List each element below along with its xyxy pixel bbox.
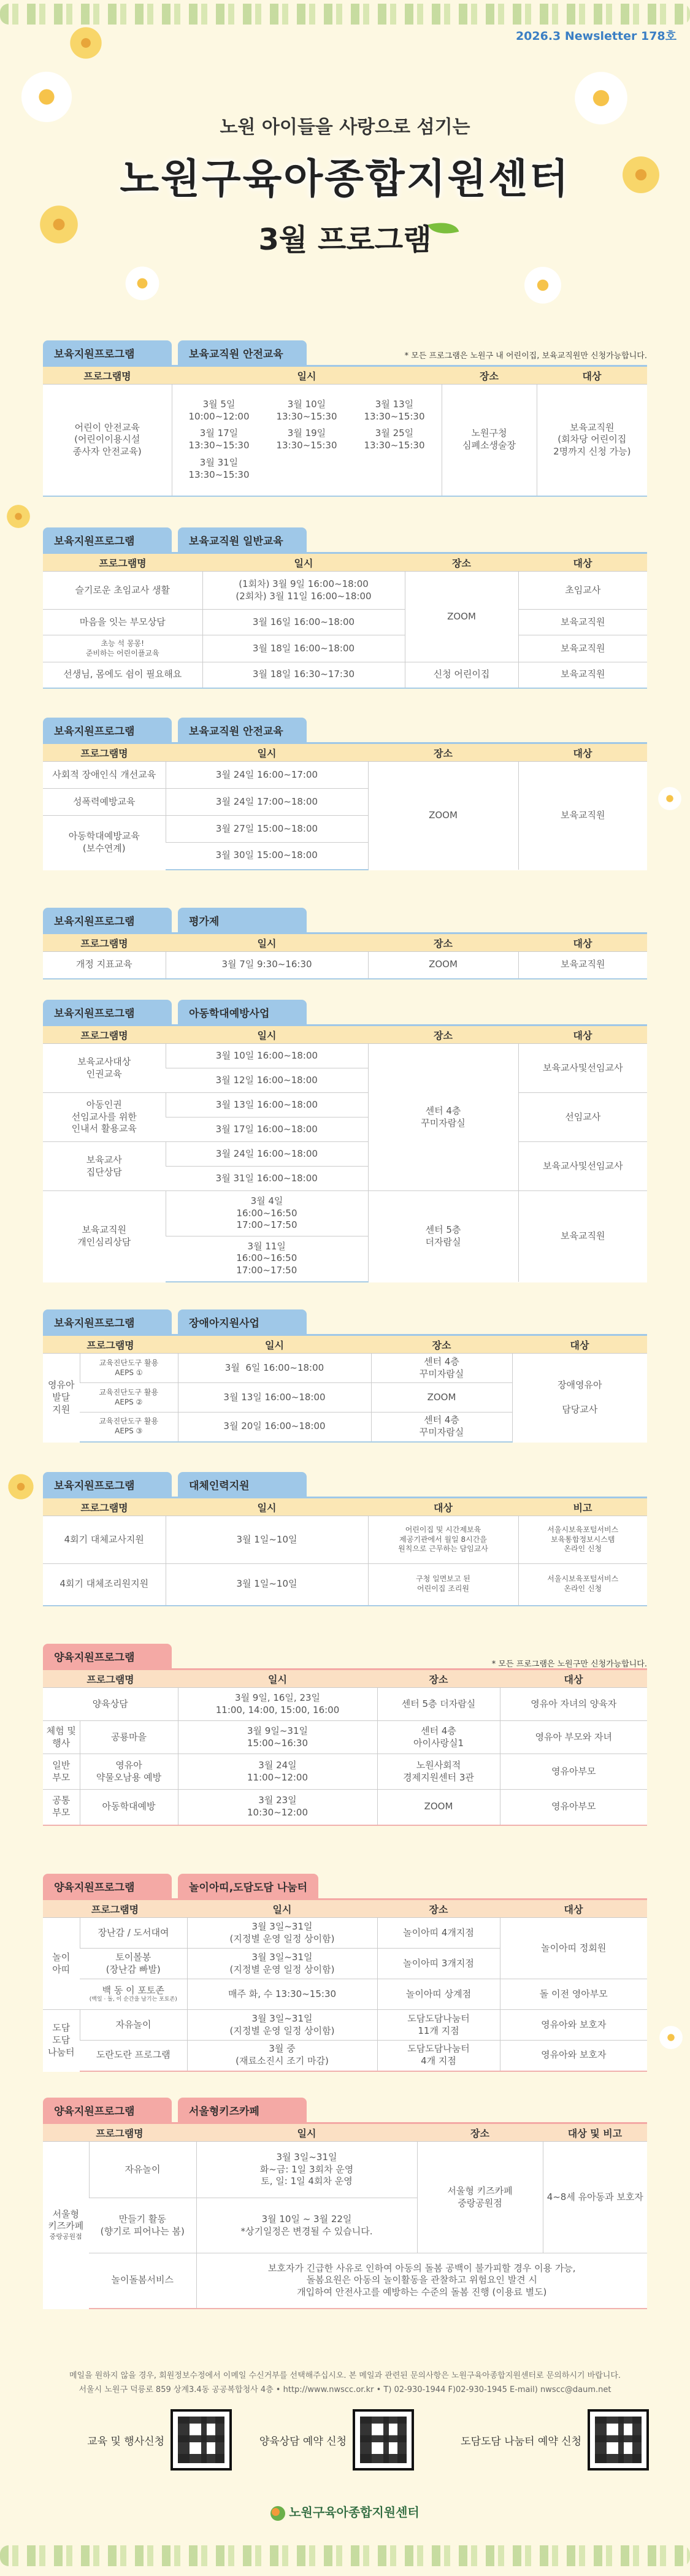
date-cell: 3월 13일 16:00~18:00 bbox=[178, 1383, 371, 1413]
date-cell: 3월 9일~31일 15:00~16:30 bbox=[178, 1721, 377, 1754]
logo-text: 노원구육아종합지원센터 bbox=[289, 2505, 420, 2520]
date-cell: 3월 23일 10:30~12:00 bbox=[178, 1790, 377, 1825]
col-header: 일시 bbox=[178, 1335, 371, 1354]
place-cell: 센터 4층 꾸미자람실 bbox=[371, 1413, 512, 1442]
daisy-decoration bbox=[123, 264, 162, 303]
date-item: 3월 17일 13:30~15:30 bbox=[188, 427, 250, 451]
center-title: 노원구육아종합지원센터 bbox=[120, 155, 570, 202]
date-cell: 3월 3일~31일 (지정별 운영 일정 상이함) bbox=[187, 1918, 377, 1949]
col-header: 프로그램명 bbox=[43, 743, 166, 762]
newsletter-issue: 2026.3 Newsletter 178호 bbox=[515, 29, 677, 43]
section-safety-education bbox=[43, 340, 647, 497]
col-header: 프로그램명 bbox=[43, 366, 172, 385]
leaf-garland-top bbox=[0, 4, 690, 25]
col-header: 프로그램명 bbox=[43, 933, 166, 952]
qr-label: 도담도담 나눔터 예약 신청 bbox=[461, 2435, 581, 2448]
target-cell: 4~8세 유아동과 보호자 bbox=[543, 2142, 647, 2253]
program-name: 개정 지표교육 bbox=[43, 952, 166, 979]
program-name-main: 백 동 이 포토존 bbox=[102, 1984, 164, 1996]
section-note: * 모든 프로그램은 노원구 내 어린이집, 보육교직원만 신청가능합니다. bbox=[404, 351, 647, 361]
target-cell: 보육교직원 bbox=[518, 635, 647, 662]
subcategory-tag: 서울형키즈카페 bbox=[178, 2098, 307, 2122]
subcategory-tag: 보육교직원 일반교육 bbox=[178, 527, 307, 552]
program-name: 초능 석 몽몽! 준비하는 어린이플교육 bbox=[43, 635, 202, 662]
footer-info bbox=[0, 2369, 690, 2398]
program-table bbox=[43, 1497, 647, 1606]
col-header: 장소 bbox=[371, 1335, 512, 1354]
col-header: 프로그램명 bbox=[43, 553, 202, 572]
program-name: 영유아 약물오남용 예방 bbox=[80, 1754, 178, 1790]
col-header: 대상 bbox=[518, 1025, 647, 1044]
date-cell: 3월 27일 15:00~18:00 bbox=[166, 816, 368, 843]
category-tag: 보육지원프로그램 bbox=[43, 1000, 172, 1024]
col-header: 대상 bbox=[512, 1335, 647, 1354]
program-name: 아동학대예방 bbox=[80, 1790, 178, 1825]
program-table bbox=[43, 932, 647, 979]
target-cell: 보육교사및선임교사 bbox=[518, 1044, 647, 1093]
program-table bbox=[43, 1334, 647, 1443]
slogan: 노원 아이들을 사랑으로 섬기는 bbox=[220, 117, 470, 138]
group-label: 체험 및 행사 bbox=[43, 1721, 80, 1754]
qr-label: 교육 및 행사신청 bbox=[87, 2435, 164, 2448]
target-cell: 보육교사및선임교사 bbox=[518, 1142, 647, 1191]
date-cell: 3월 24일 16:00~17:00 bbox=[166, 762, 368, 789]
date-cell: 3월 3일~31일 화~금: 1일 3회차 운영 토, 일: 1일 4회차 운영 bbox=[196, 2142, 417, 2198]
program-name: 보육교직원 개인심리상담 bbox=[43, 1191, 166, 1282]
contact-line: 서울시 노원구 덕릉로 859 상계3.4동 공공복합청사 4층 • http://www.nwscc.or.kr • T) 02-930-1944 F)02-930-1945 E-mail) nwscc@daum.net bbox=[79, 2385, 611, 2395]
place-cell: 센터 4층 아이사랑실1 bbox=[377, 1721, 500, 1754]
subcategory-tag: 아동학대예방사업 bbox=[178, 1000, 307, 1024]
daisy-decoration bbox=[657, 2024, 684, 2051]
date-item: 3월 19일 13:30~15:30 bbox=[276, 427, 337, 451]
program-name: 4회기 대체조리원지원 bbox=[43, 1564, 166, 1606]
target-cell: 영유아와 보호자 bbox=[500, 2041, 647, 2071]
program-name: 아동학대예방교육 (보수연계) bbox=[43, 816, 166, 870]
col-header: 일시 bbox=[166, 1025, 368, 1044]
program-name: 토이볼봉 (장난감 빠발) bbox=[80, 1949, 187, 1979]
category-tag: 보육지원프로그램 bbox=[43, 718, 172, 742]
date-cell: 3월 4일 16:00~16:50 17:00~17:50 bbox=[166, 1191, 368, 1236]
col-header: 일시 bbox=[202, 553, 405, 572]
program-table bbox=[43, 1668, 647, 1826]
program-table bbox=[43, 552, 647, 689]
category-tag: 보육지원프로그램 bbox=[43, 340, 172, 365]
program-table bbox=[43, 1898, 647, 2072]
target-cell: 영유아 부모와 자녀 bbox=[500, 1721, 647, 1754]
program-name: 만들기 활동 (향기로 피어나는 봄) bbox=[89, 2198, 196, 2253]
group-label: 도담 도담 나눔터 bbox=[43, 2010, 80, 2071]
section-general-education bbox=[43, 527, 647, 689]
target-cell: 영유아부모 bbox=[500, 1790, 647, 1825]
program-name: 보육교사대상 인권교육 bbox=[43, 1044, 166, 1093]
category-tag: 양육지원프로그램 bbox=[43, 1874, 172, 1898]
date-cell: 3월 24일 17:00~18:00 bbox=[166, 789, 368, 816]
program-name: 교육진단도구 활용 AEPS ① bbox=[80, 1354, 178, 1383]
col-header: 프로그램명 bbox=[43, 2123, 196, 2142]
program-name: 보육교사 집단상담 bbox=[43, 1142, 166, 1191]
col-header: 프로그램명 bbox=[43, 1335, 178, 1354]
subcategory-tag: 평가제 bbox=[178, 908, 307, 932]
target-cell: 영유아와 보호자 bbox=[500, 2010, 647, 2041]
center-logo bbox=[0, 2502, 690, 2521]
category-tag: 양육지원프로그램 bbox=[43, 1644, 172, 1668]
target-cell: 영유아부모 bbox=[500, 1754, 647, 1790]
col-header: 대상 bbox=[518, 743, 647, 762]
date-cell: 3월 7일 9:30~16:30 bbox=[166, 952, 368, 979]
date-cell: 3월 6일 16:00~18:00 bbox=[178, 1354, 371, 1383]
note-cell: 서울시보육포털서비스 보육통합정보시스템 온라인 신청 bbox=[518, 1516, 647, 1564]
col-header: 일시 bbox=[166, 933, 368, 952]
col-header: 대상 bbox=[500, 1899, 647, 1918]
date-cell: 3월 18일 16:30~17:30 bbox=[202, 662, 405, 688]
date-cell: 3월 1일~10일 bbox=[166, 1516, 368, 1564]
program-name: 도란도란 프로그램 bbox=[80, 2041, 187, 2071]
group-label: 놀이 아띠 bbox=[43, 1918, 80, 2010]
target-cell: 보육교직원 bbox=[518, 1191, 647, 1282]
col-header: 장소 bbox=[405, 553, 518, 572]
subcategory-tag: 보육교직원 안전교육 bbox=[178, 340, 307, 365]
category-tag: 양육지원프로그램 bbox=[43, 2098, 172, 2122]
date-cell: 3월 10일 16:00~18:00 bbox=[166, 1044, 368, 1068]
date-cell: 3월 9일, 16일, 23일 11:00, 14:00, 15:00, 16:00 bbox=[178, 1688, 377, 1721]
qr-code-icon[interactable] bbox=[171, 2409, 232, 2471]
subcategory-tag: 보육교직원 안전교육 bbox=[178, 718, 307, 742]
program-name: 자유놀이 bbox=[80, 2010, 187, 2041]
target-cell: 보육교직원 bbox=[518, 662, 647, 688]
program-name-sub: (백일 · 돌, 이 순간을 남기는 포토존) bbox=[89, 1996, 177, 2003]
date-item: 3월 31일 13:30~15:30 bbox=[188, 457, 250, 480]
subcategory-tag: 놀이아띠,도담도담 나눔터 bbox=[178, 1874, 318, 1898]
col-header: 대상 bbox=[537, 366, 647, 385]
place-cell: ZOOM bbox=[368, 952, 518, 979]
program-name: 교육진단도구 활용 AEPS ③ bbox=[80, 1413, 178, 1442]
program-name: 마음을 잇는 부모상담 bbox=[43, 610, 202, 635]
leaf-garland-bottom bbox=[0, 2545, 690, 2566]
date-cell: 3월 중 (재료소진시 조기 마감) bbox=[187, 2041, 377, 2071]
program-name: 공룡마을 bbox=[80, 1721, 178, 1754]
date-item: 3월 13일 13:30~15:30 bbox=[364, 398, 425, 422]
col-header: 프로그램명 bbox=[43, 1899, 187, 1918]
month-title: 3월 프로그램 bbox=[258, 223, 432, 257]
date-cell: 3월 30일 15:00~18:00 bbox=[166, 843, 368, 870]
col-header: 일시 bbox=[187, 1899, 377, 1918]
date-cell: 매주 화, 수 13:30~15:30 bbox=[187, 1979, 377, 2010]
unsubscribe-note: 메일을 원하지 않을 경우, 회원정보수정에서 이메일 수신거부를 선택해주십시오. 본 메일과 관련된 문의사항은 노원구육아종합지원센터로 문의하시기 바랍니다. bbox=[69, 2371, 621, 2380]
date-cell: 3월 18일 16:00~18:00 bbox=[202, 635, 405, 662]
section-parenting-support bbox=[43, 1644, 647, 1826]
program-name: 장난감 / 도서대여 bbox=[80, 1918, 187, 1949]
category-tag: 보육지원프로그램 bbox=[43, 1472, 172, 1497]
section-kids-cafe bbox=[43, 2098, 647, 2309]
qr-label: 양육상담 예약 신청 bbox=[259, 2435, 347, 2448]
col-header: 장소 bbox=[368, 933, 518, 952]
program-table bbox=[43, 1024, 647, 1282]
category-tag: 보육지원프로그램 bbox=[43, 527, 172, 552]
date-cell: 3월 17일 16:00~18:00 bbox=[166, 1117, 368, 1142]
note-cell: 서울시보육포털서비스 온라인 신청 bbox=[518, 1564, 647, 1606]
col-header: 비고 bbox=[518, 1498, 647, 1516]
date-cell: 3월 11일 16:00~16:50 17:00~17:50 bbox=[166, 1236, 368, 1282]
target-cell: 초임교사 bbox=[518, 572, 647, 610]
date-item: 3월 10일 13:30~15:30 bbox=[276, 398, 337, 422]
date-cell: 3월 1일~10일 bbox=[166, 1564, 368, 1606]
place-cell: 놀이아띠 3개지점 bbox=[377, 1949, 500, 1979]
place-cell: 놀이아띠 상계점 bbox=[377, 1979, 500, 2010]
col-header: 장소 bbox=[417, 2123, 543, 2142]
program-name: 성폭력예방교육 bbox=[43, 789, 166, 816]
daisy-decoration bbox=[656, 785, 683, 812]
date-cell: 3월 20일 16:00~18:00 bbox=[178, 1413, 371, 1442]
col-header: 프로그램명 bbox=[43, 1025, 166, 1044]
place-cell: 신청 어린이집 bbox=[405, 662, 518, 688]
program-name: 사회적 장애인식 개선교육 bbox=[43, 762, 166, 789]
group-label-sub: 중랑공원점 bbox=[49, 2233, 82, 2241]
date-cell: 3월 3일~31일 (지정별 운영 일정 상이함) bbox=[187, 2010, 377, 2041]
place-cell: ZOOM bbox=[368, 762, 518, 870]
date-cell: 3월 10일 ~ 3월 22일 *상기일정은 변경될 수 있습니다. bbox=[196, 2198, 417, 2253]
date-cell bbox=[172, 385, 442, 496]
col-header: 장소 bbox=[368, 1025, 518, 1044]
program-table bbox=[43, 365, 647, 497]
col-header: 대상 bbox=[500, 1669, 647, 1688]
col-header: 프로그램명 bbox=[43, 1498, 166, 1516]
daisy-decoration bbox=[5, 503, 32, 530]
category-tag: 보육지원프로그램 bbox=[43, 908, 172, 932]
target-cell: 보육교직원 bbox=[518, 610, 647, 635]
section-play-sharing bbox=[43, 1874, 647, 2072]
section-note: * 모든 프로그램은 노원구만 신청가능합니다. bbox=[491, 1660, 647, 1669]
section-safety-education-2 bbox=[43, 718, 647, 870]
date-cell: 3월 13일 16:00~18:00 bbox=[166, 1093, 368, 1117]
date-item: 3월 5일 10:00~12:00 bbox=[188, 398, 250, 422]
qr-code-icon[interactable] bbox=[588, 2409, 649, 2471]
section-substitute-staff bbox=[43, 1472, 647, 1606]
program-name: 슬기로운 초임교사 생활 bbox=[43, 572, 202, 610]
section-disability-support bbox=[43, 1309, 647, 1443]
section-evaluation bbox=[43, 908, 647, 979]
date-cell: 3월 24일 11:00~12:00 bbox=[178, 1754, 377, 1790]
group-label-main: 서울형 키즈카페 bbox=[48, 2208, 84, 2232]
group-label: 일반 부모 bbox=[43, 1754, 80, 1790]
col-header: 일시 bbox=[196, 2123, 417, 2142]
program-name bbox=[80, 1979, 187, 2010]
col-header: 일시 bbox=[166, 1498, 368, 1516]
target-cell: 선임교사 bbox=[518, 1093, 647, 1142]
program-name: 어린이 안전교육 (어린이이용시설 종사자 안전교육) bbox=[43, 385, 172, 496]
target-cell: 보육교직원 (회차당 어린이집 2명까지 신청 가능) bbox=[537, 385, 647, 496]
date-cell: 3월 24일 16:00~18:00 bbox=[166, 1142, 368, 1167]
col-header: 장소 bbox=[377, 1669, 500, 1688]
place-cell: 센터 4층 꾸미자람실 bbox=[368, 1044, 518, 1191]
daisy-decoration bbox=[67, 25, 104, 61]
place-cell: 센터 5층 더자람실 bbox=[377, 1688, 500, 1721]
section-abuse-prevention bbox=[43, 1000, 647, 1282]
place-cell: 노원사회적 경제지원센터 3관 bbox=[377, 1754, 500, 1790]
place-cell: 도담도담나눔터 11개 지점 bbox=[377, 2010, 500, 2041]
date-cell: 보호자가 긴급한 사유로 인하여 아동의 돌봄 공백이 불가피할 경우 이용 가능, 돌봄요원은 아동의 놀이활동을 관찰하고 위험요인 발견 시 개입하여 안전사고를 예방하는 수준의 돌봄 진행 (이용료 별도) bbox=[196, 2253, 647, 2309]
date-cell: 3월 31일 16:00~18:00 bbox=[166, 1167, 368, 1191]
place-cell: 노원구청 심폐소생술장 bbox=[442, 385, 537, 496]
subcategory-tag: 대체인력지원 bbox=[178, 1472, 307, 1497]
col-header: 장소 bbox=[442, 366, 537, 385]
place-cell: ZOOM bbox=[405, 572, 518, 662]
group-label: 공통 부모 bbox=[43, 1790, 80, 1825]
col-header: 대상 및 비고 bbox=[543, 2123, 647, 2142]
subcategory-tag: 장애아지원사업 bbox=[178, 1309, 307, 1334]
date-cell: (1회차) 3월 9일 16:00~18:00 (2회차) 3월 11일 16:00~18:00 bbox=[202, 572, 405, 610]
program-name: 4회기 대체교사지원 bbox=[43, 1516, 166, 1564]
target-cell: 장애영유아 담당교사 bbox=[512, 1354, 647, 1442]
place-cell: ZOOM bbox=[371, 1383, 512, 1413]
program-table bbox=[43, 742, 647, 870]
date-cell: 3월 16일 16:00~18:00 bbox=[202, 610, 405, 635]
qr-code-icon[interactable] bbox=[353, 2409, 414, 2471]
place-cell: 도담도담나눔터 4개 지점 bbox=[377, 2041, 500, 2071]
target-cell: 구청 일면보고 된 어린이집 조리원 bbox=[368, 1564, 518, 1606]
program-name: 아동인권 선임교사를 위한 인내서 활용교육 bbox=[43, 1093, 166, 1142]
target-cell: 놀이아띠 정회원 bbox=[500, 1918, 647, 1979]
col-header: 대상 bbox=[368, 1498, 518, 1516]
col-header: 장소 bbox=[368, 743, 518, 762]
date-item: 3월 25일 13:30~15:30 bbox=[364, 427, 425, 451]
program-name: 양육상담 bbox=[43, 1688, 178, 1721]
place-cell: 놀이아띠 4개지점 bbox=[377, 1918, 500, 1949]
col-header: 대상 bbox=[518, 553, 647, 572]
program-name: 놀이돌봄서비스 bbox=[89, 2253, 196, 2309]
col-header: 일시 bbox=[166, 743, 368, 762]
program-name: 자유놀이 bbox=[89, 2142, 196, 2198]
target-cell: 보육교직원 bbox=[518, 952, 647, 979]
target-cell: 어린이집 및 시간제보육 제공기관에서 월일 8시간을 원칙으로 근무하는 담임교사 bbox=[368, 1516, 518, 1564]
col-header: 일시 bbox=[172, 366, 442, 385]
col-header: 대상 bbox=[518, 933, 647, 952]
group-label bbox=[43, 2142, 89, 2309]
col-header: 일시 bbox=[178, 1669, 377, 1688]
logo-icon bbox=[270, 2506, 285, 2521]
daisy-decoration bbox=[6, 1472, 36, 1501]
target-cell: 영유아 자녀의 양육자 bbox=[500, 1688, 647, 1721]
group-label: 영유아 발달 지원 bbox=[43, 1354, 80, 1442]
program-table bbox=[43, 2122, 647, 2309]
date-cell: 3월 12일 16:00~18:00 bbox=[166, 1068, 368, 1093]
col-header: 프로그램명 bbox=[43, 1669, 178, 1688]
place-cell: ZOOM bbox=[377, 1790, 500, 1825]
place-cell: 센터 5층 더자람실 bbox=[368, 1191, 518, 1282]
target-cell: 보육교직원 bbox=[518, 762, 647, 870]
target-cell: 돌 이전 영아부모 bbox=[500, 1979, 647, 2010]
place-cell: 서울형 키즈카페 중랑공원점 bbox=[417, 2142, 543, 2253]
col-header: 장소 bbox=[377, 1899, 500, 1918]
place-cell: 센터 4층 꾸미자람실 bbox=[371, 1354, 512, 1383]
program-name: 선생님, 몸에도 쉼이 필요해요 bbox=[43, 662, 202, 688]
daisy-decoration bbox=[521, 264, 564, 307]
category-tag: 보육지원프로그램 bbox=[43, 1309, 172, 1334]
program-name: 교육진단도구 활용 AEPS ② bbox=[80, 1383, 178, 1413]
date-cell: 3월 3일~31일 (지정별 운영 일정 상이함) bbox=[187, 1949, 377, 1979]
